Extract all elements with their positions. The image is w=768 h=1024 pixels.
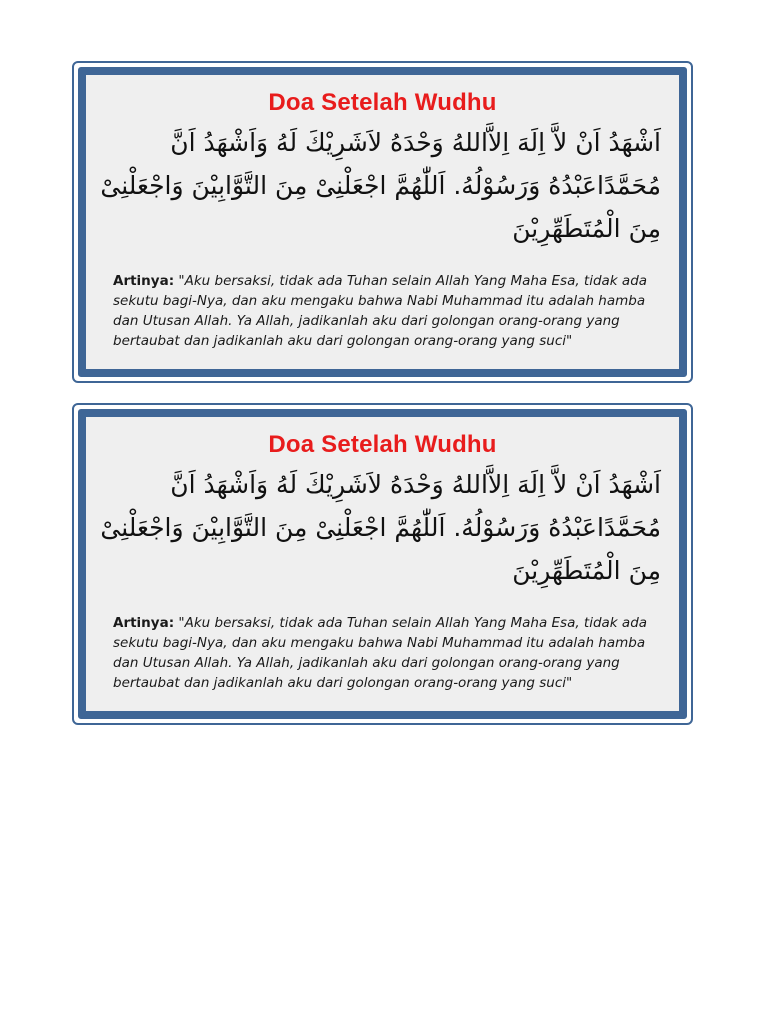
doa-card-1 (72, 61, 693, 383)
translation-body: "Aku bersaksi, tidak ada Tuhan selain Allah Yang Maha Esa, tidak ada sekutu bagi-Nya, dan aku mengaku bahwa Nabi Muhammad itu adalah hamba dan Utusan Allah. Ya Allah, jadikanlah aku dari golongan orang-orang yang bertaubat dan jadikanlah aku dari golongan orang-orang yang suci" (113, 615, 648, 691)
translation-label: Artinya: (113, 273, 175, 289)
arabic-line-3: مِنَ الْمُتَطَهِّرِيْنَ (512, 214, 661, 243)
doa-title: Doa Setelah Wudhu (268, 431, 497, 458)
arabic-prayer-text (100, 463, 661, 592)
arabic-line-1: اَشْهَدُ اَنْ لاَّ اِلَهَ اِلاَّاللهُ وَحْدَهُ لاَشَرِيْكَ لَهُ وَاَشْهَدُ اَنَّ (170, 470, 661, 499)
doa-title: Doa Setelah Wudhu (268, 89, 497, 116)
translation-label: Artinya: (113, 615, 175, 631)
arabic-line-2: مُحَمَّدًاعَبْدُهُ وَرَسُوْلُهُ. اَللّٰهُمَّ اجْعَلْنِىْ مِنَ التَّوَّابِيْنَ وَاجْعَلْنِىْ (100, 513, 661, 542)
arabic-line-1: اَشْهَدُ اَنْ لاَّ اِلَهَ اِلاَّاللهُ وَحْدَهُ لاَشَرِيْكَ لَهُ وَاَشْهَدُ اَنَّ (170, 128, 661, 157)
doa-card-2 (72, 403, 693, 725)
translation-text (113, 271, 663, 351)
translation-body: "Aku bersaksi, tidak ada Tuhan selain Allah Yang Maha Esa, tidak ada sekutu bagi-Nya, dan aku mengaku bahwa Nabi Muhammad itu adalah hamba dan Utusan Allah. Ya Allah, jadikanlah aku dari golongan orang-orang yang bertaubat dan jadikanlah aku dari golongan orang-orang yang suci" (113, 273, 648, 349)
doa-card-panel (78, 409, 687, 719)
arabic-prayer-text (100, 121, 661, 250)
arabic-line-2: مُحَمَّدًاعَبْدُهُ وَرَسُوْلُهُ. اَللّٰهُمَّ اجْعَلْنِىْ مِنَ التَّوَّابِيْنَ وَاجْعَلْنِىْ (100, 171, 661, 200)
arabic-line-3: مِنَ الْمُتَطَهِّرِيْنَ (512, 556, 661, 585)
doa-card-panel (78, 67, 687, 377)
translation-text (113, 613, 663, 693)
